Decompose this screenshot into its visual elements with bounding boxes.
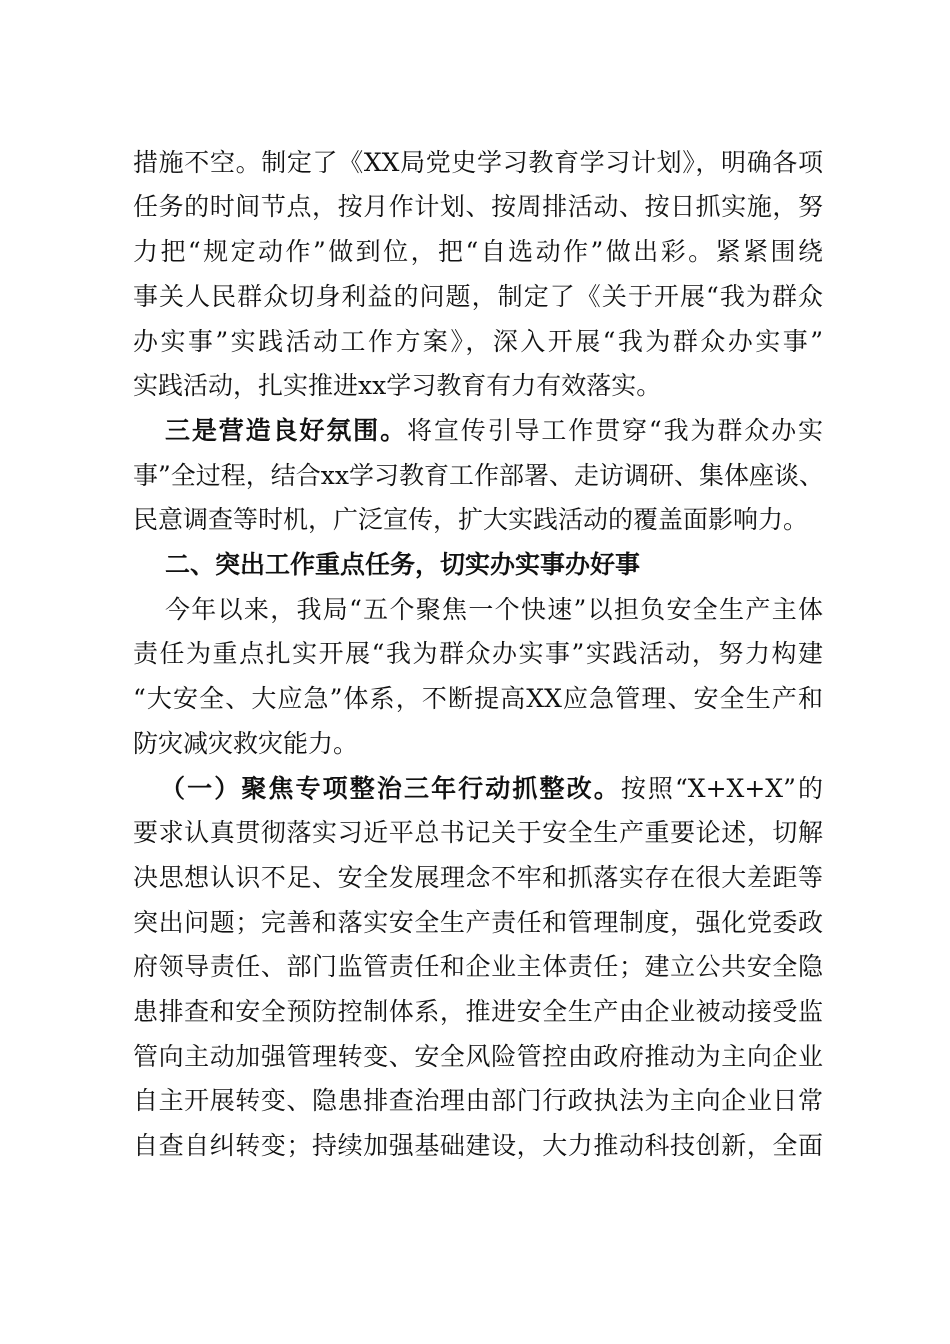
paragraph-line: 自主开展转变、隐患排查治理由部门行政执法为主向企业日常	[133, 1086, 823, 1115]
paragraph-line: “大安全、大应急”体系，不断提高XX应急管理、安全生产和	[133, 684, 823, 713]
paragraph-line: 自查自纠转变；持续加强基础建设，大力推动科技创新，全面	[133, 1131, 823, 1160]
paragraph-line: 今年以来，我局“五个聚焦一个快速”以担负安全生产主体	[165, 595, 823, 624]
paragraph-text: 按照“X+X+X”的	[620, 774, 823, 803]
paragraph-text: 将宣传引导工作贯穿“我为群众办实	[406, 416, 823, 445]
paragraph-first-line	[165, 414, 823, 448]
section-heading: 二、突出工作重点任务，切实办实事办好事	[165, 550, 641, 579]
paragraph-line: 防灾减灾救灾能力。	[133, 729, 359, 758]
paragraph-first-line	[160, 772, 823, 806]
paragraph-line: 管向主动加强管理转变、安全风险管控由政府推动为主向企业	[133, 1042, 823, 1071]
paragraph-line: 任务的时间节点，按月作计划、按周排活动、按日抓实施，努	[133, 192, 823, 221]
paragraph-line: 患排查和安全预防控制体系，推进安全生产由企业被动接受监	[133, 997, 823, 1026]
paragraph-line: 要求认真贯彻落实习近平总书记关于安全生产重要论述，切解	[133, 818, 823, 847]
paragraph-line: 府领导责任、部门监管责任和企业主体责任；建立公共安全隐	[133, 952, 823, 981]
paragraph-line: 事”全过程，结合xx学习教育工作部署、走访调研、集体座谈、	[133, 461, 824, 490]
paragraph-line: 力把“规定动作”做到位，把“自选动作”做出彩。紧紧围绕	[133, 237, 823, 266]
paragraph-line: 决思想认识不足、安全发展理念不牢和抓落实存在很大差距等	[133, 863, 823, 892]
paragraph-line: 事关人民群众切身利益的问题，制定了《关于开展“我为群众	[133, 282, 823, 311]
paragraph-line: 办实事”实践活动工作方案》，深入开展“我为群众办实事”	[133, 327, 823, 356]
paragraph-line: 突出问题；完善和落实安全生产责任和管理制度，强化党委政	[133, 908, 823, 937]
paragraph-lead: （一）聚焦专项整治三年行动抓整改。	[160, 774, 621, 803]
paragraph-lead: 三是营造良好氛围。	[165, 416, 407, 445]
paragraph-line: 民意调查等时机，广泛宣传，扩大实践活动的覆盖面影响力。	[133, 505, 809, 534]
paragraph-line: 责任为重点扎实开展“我为群众办实事”实践活动，努力构建	[133, 639, 823, 668]
paragraph-line: 措施不空。制定了《XX局党史学习教育学习计划》，明确各项	[133, 148, 823, 177]
paragraph-line: 实践活动，扎实推进xx学习教育有力有效落实。	[133, 371, 662, 400]
